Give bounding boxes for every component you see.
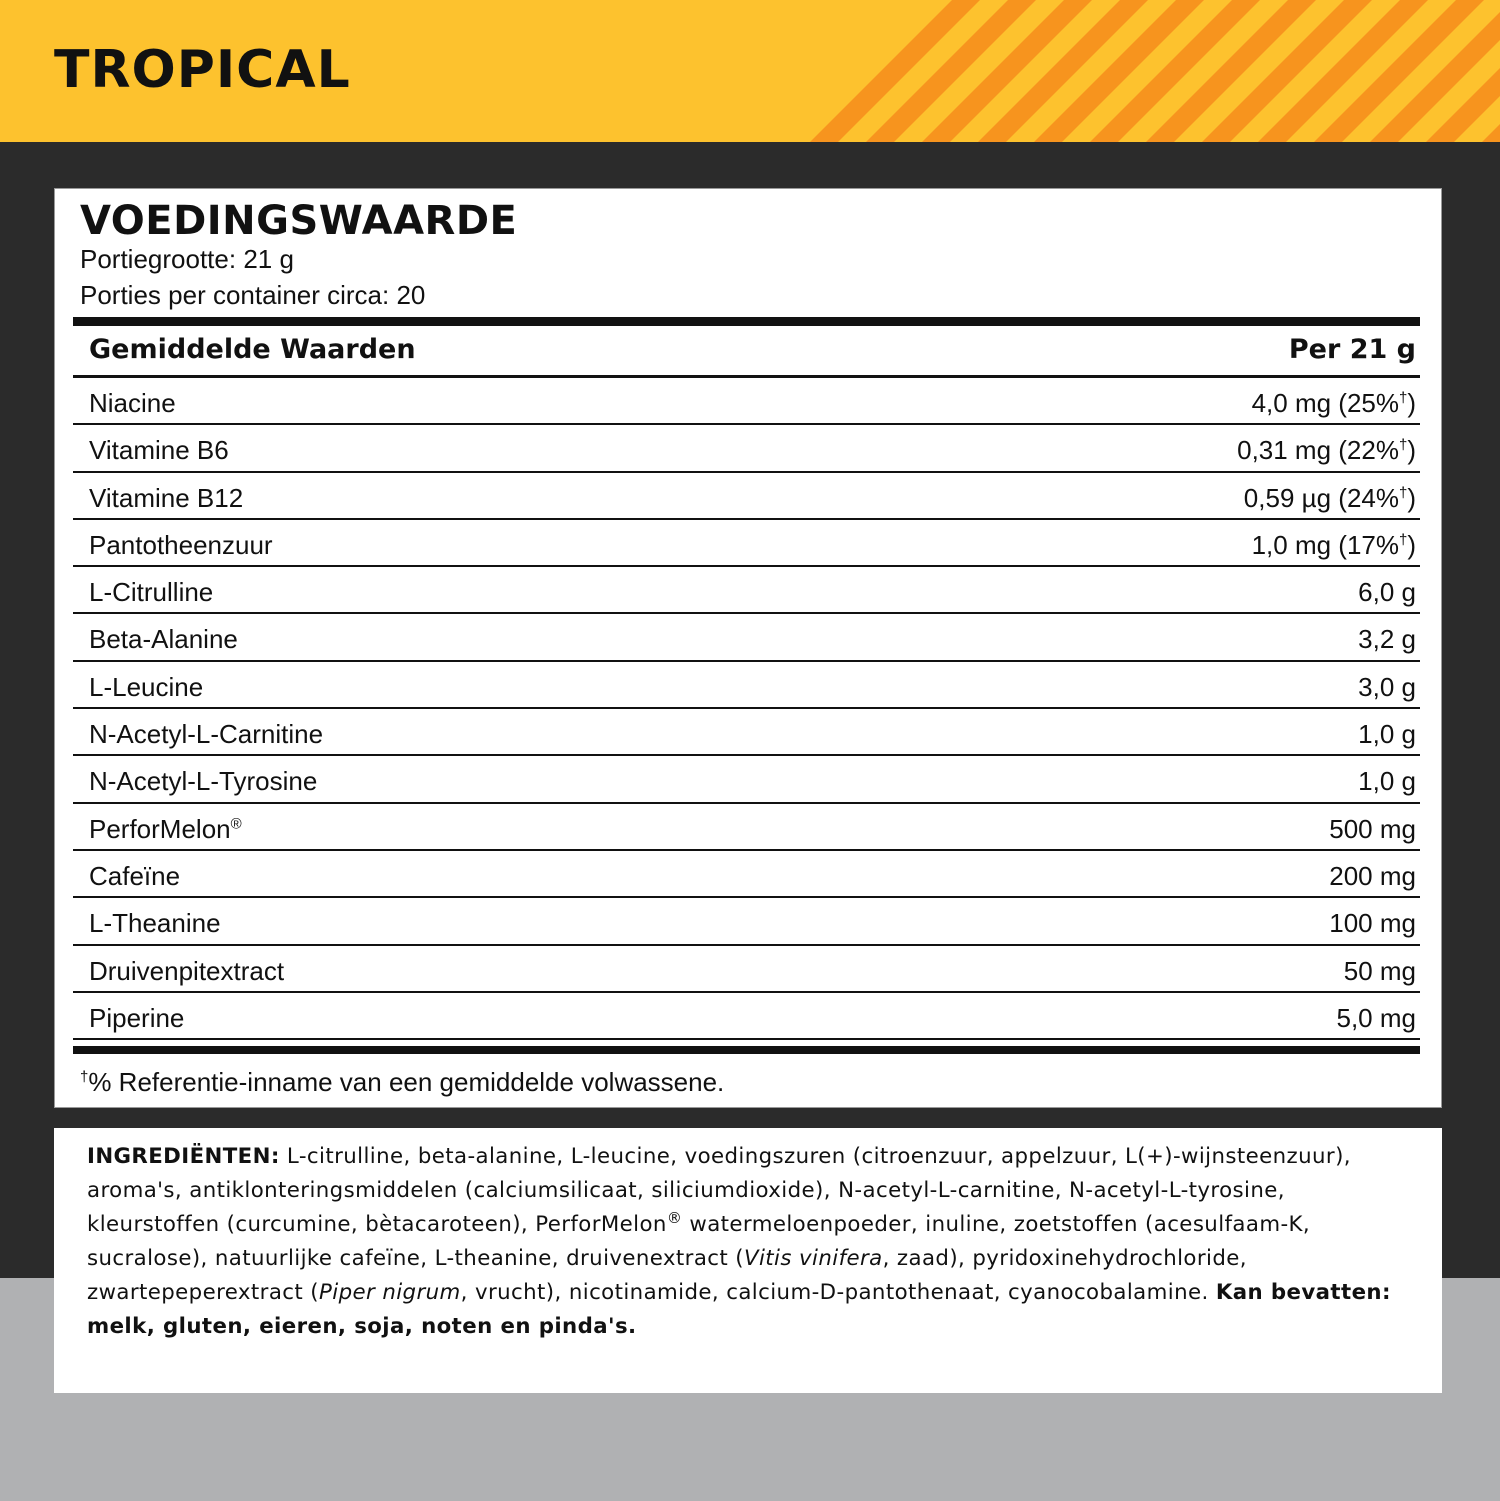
table-row	[73, 804, 1420, 851]
ingredients-part: , zaad), pyridoxinehydrochloride, zwartepeperextract (	[87, 1246, 1247, 1305]
serving-size: Portiegrootte: 21 g	[80, 244, 294, 274]
dagger-mark: †	[1398, 531, 1408, 549]
ingredients-part: watermeloenpoeder, inuline, zoetstoffen (acesulfaam-K, sucralose), natuurlijke cafeïne, L-theanine, druivenextract (	[87, 1212, 1311, 1271]
nutrient-name: Piperine	[89, 1002, 185, 1033]
nutrient-name: L-Leucine	[89, 671, 204, 702]
trademark-mark: ®	[666, 1208, 683, 1227]
divider-thick	[73, 317, 1420, 326]
ingredients-part: L-citrulline, beta-alanine, L-leucine, voedingszuren (citroenzuur, appelzuur, L(+)-wijnsteenzuur), aroma's, antiklonteringsmiddelen (calciumsilicaat, siliciumdioxide), N-acetyl-L-carnitine, N-acetyl-L-tyrosine, kleurstoffen (curcumine, bètacaroteen), PerforMelon	[87, 1144, 1351, 1237]
nutrient-name: L-Citrulline	[89, 577, 214, 608]
registered-mark: ®	[230, 815, 242, 833]
nutrient-value: 1,0 mg (17%†)	[1251, 529, 1416, 560]
nutrient-value: 100 mg	[1329, 908, 1416, 939]
header-per-serving: Per 21 g	[1288, 334, 1416, 365]
table-row	[73, 425, 1420, 472]
divider-thick	[73, 1046, 1420, 1054]
nutrient-value: 0,59 µg (24%†)	[1243, 482, 1416, 513]
nutrient-name: Druivenpitextract	[89, 955, 285, 986]
nutrient-name: N-Acetyl-L-Carnitine	[89, 719, 324, 750]
nutrient-value: 1,0 g	[1358, 766, 1416, 797]
nutrient-value: 0,31 mg (22%†)	[1237, 435, 1416, 466]
table-row	[73, 851, 1420, 898]
table-row	[73, 946, 1420, 993]
nutrient-value: 5,0 mg	[1336, 1002, 1416, 1033]
table-row	[73, 756, 1420, 803]
ingredients-label: INGREDIËNTEN:	[87, 1144, 280, 1169]
nutrient-name: Vitamine B6	[89, 435, 229, 466]
table-row	[73, 473, 1420, 520]
nutrient-name: Cafeïne	[89, 860, 181, 891]
ingredients-text	[87, 1140, 1407, 1344]
dagger-mark: †	[1398, 389, 1408, 407]
ingredients-part: , vrucht), nicotinamide, calcium-D-pantothenaat, cyanocobalamine.	[460, 1280, 1216, 1305]
nutrition-facts-panel	[54, 188, 1442, 1108]
table-row	[73, 520, 1420, 567]
nutrient-name: Pantotheenzuur	[89, 529, 273, 560]
table-row	[73, 662, 1420, 709]
footnote-text: % Referentie-inname van een gemiddelde volwassene.	[88, 1067, 725, 1097]
flavor-title: TROPICAL	[54, 40, 351, 100]
nutrient-value: 3,0 g	[1358, 671, 1416, 702]
dagger-mark: †	[80, 1068, 89, 1086]
nutrient-name: L-Theanine	[89, 908, 221, 939]
nutrient-name: N-Acetyl-L-Tyrosine	[89, 766, 318, 797]
table-row	[73, 567, 1420, 614]
dagger-mark: †	[1398, 483, 1408, 501]
nutrition-table	[73, 378, 1420, 1040]
nutrient-value: 4,0 mg (25%†)	[1251, 388, 1416, 418]
nutrient-name: Vitamine B12	[89, 482, 244, 513]
table-row	[73, 614, 1420, 661]
header-average-values: Gemiddelde Waarden	[89, 334, 416, 365]
table-header	[73, 326, 1420, 378]
footnote	[80, 1069, 724, 1095]
nutrient-value: 50 mg	[1343, 955, 1416, 986]
latin-name: Piper nigrum	[319, 1280, 461, 1305]
nutrient-value: 6,0 g	[1358, 577, 1416, 608]
table-row	[73, 993, 1420, 1040]
table-row	[73, 378, 1420, 425]
servings-per-container: Porties per container circa: 20	[80, 280, 426, 310]
dagger-mark: †	[1398, 436, 1408, 454]
latin-name: Vitis vinifera	[744, 1246, 883, 1271]
table-row	[73, 709, 1420, 756]
nutrient-value: 1,0 g	[1358, 719, 1416, 750]
allergen-warning: Kan bevatten: melk, gluten, eieren, soja, noten en pinda's.	[87, 1280, 1391, 1339]
nutrient-value: 3,2 g	[1358, 624, 1416, 655]
nutrient-name: Niacine	[89, 388, 176, 418]
nutrient-value: 500 mg	[1329, 813, 1416, 844]
table-row	[73, 898, 1420, 945]
ingredients-panel	[54, 1128, 1442, 1393]
nutrient-name: PerforMelon®	[89, 813, 242, 844]
nutrition-title: VOEDINGSWAARDE	[80, 198, 518, 244]
nutrient-name: Beta-Alanine	[89, 624, 238, 655]
nutrient-value: 200 mg	[1329, 860, 1416, 891]
flavor-banner	[0, 0, 1500, 142]
